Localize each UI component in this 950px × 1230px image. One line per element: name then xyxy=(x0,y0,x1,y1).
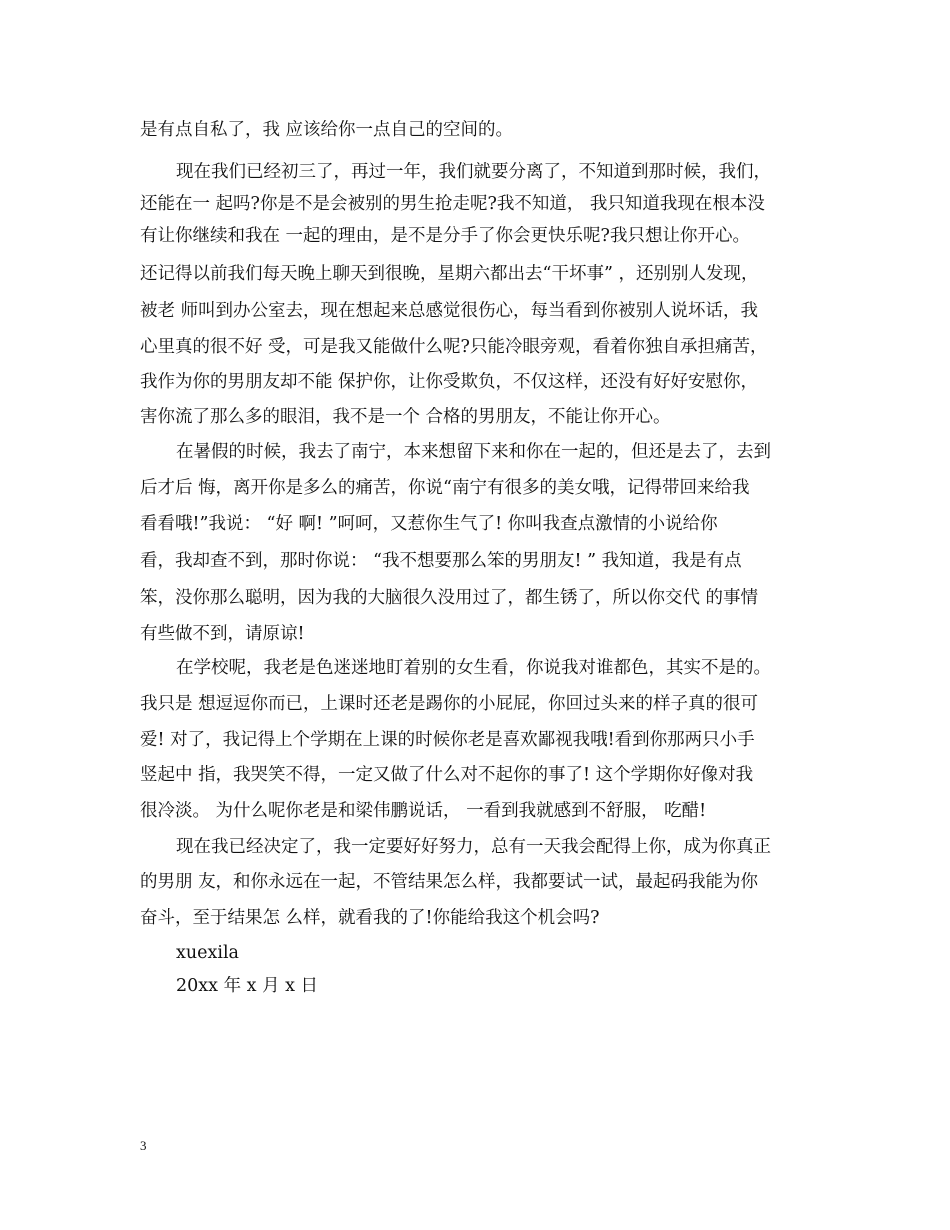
text-line: 竖起中 指，我哭笑不得，一定又做了什么对不起你的事了! 这个学期你好像对我 xyxy=(140,765,754,785)
text-line: 后才后 悔，离开你是多么的痛苦，你说“南宁有很多的美女哦，记得带回来给我 xyxy=(140,478,750,498)
paragraph-first-line: 在暑假的时候，我去了南宁，本来想留下来和你在一起的，但还是去了，去到 xyxy=(176,442,771,462)
text-line: 有些做不到，请原谅! xyxy=(140,624,305,644)
text-line: 爱! 对了，我记得上个学期在上课的时候你老是喜欢鄙视我哦!看到你那两只小手 xyxy=(140,730,755,750)
paragraph-first-line: 现在我们已经初三了，再过一年，我们就要分离了，不知道到那时候，我们， xyxy=(176,162,771,182)
text-line: 笨，没你那么聪明，因为我的大脑很久没用过了，都生锈了，所以你交代 的事情 xyxy=(140,588,759,608)
text-line: 是有点自私了，我 应该给你一点自己的空间的。 xyxy=(140,120,514,140)
signature-name: xuexila xyxy=(176,943,239,963)
text-line: 我只是 想逗逗你而已，上课时还老是踢你的小屁屁，你回过头来的样子真的很可 xyxy=(140,694,759,714)
page-number: 3 xyxy=(140,1138,147,1153)
text-line: 很冷淡。 为什么呢你老是和梁伟鹏说话， 一看到我就感到不舒服， 吃醋! xyxy=(140,801,707,821)
text-line: 被老 师叫到办公室去，现在想起来总感觉很伤心，每当看到你被别人说坏话，我 xyxy=(140,301,759,321)
text-line: 看看哦!”我说： “好 啊! ”呵呵，又惹你生气了! 你叫我查点激情的小说给你 xyxy=(140,514,718,534)
text-line: 奋斗，至于结果怎 么样，就看我的了!你能给我这个机会吗? xyxy=(140,908,600,928)
text-line: 还能在一 起吗?你是不是会被别的男生抢走呢?我不知道， 我只知道我现在根本没 xyxy=(140,194,765,214)
text-line: 的男朋 友，和你永远在一起，不管结果怎么样，我都要试一试，最起码我能为你 xyxy=(140,872,759,892)
text-line: 心里真的很不好 受，可是我又能做什么呢?只能冷眼旁观，看着你独自承担痛苦， xyxy=(140,337,768,357)
text-line: 我作为你的男朋友却不能 保护你，让你受欺负，不仅这样，还没有好好安慰你， xyxy=(140,372,759,392)
text-line: 害你流了那么多的眼泪，我不是一个 合格的男朋友，不能让你开心。 xyxy=(140,407,671,427)
signature-date: 20xx 年 x 月 x 日 xyxy=(176,976,319,996)
text-line: 还记得以前我们每天晚上聊天到很晚，星期六都出去“干坏事” ，还别别人发现， xyxy=(140,264,759,284)
text-line: 有让你继续和我在 一起的理由，是不是分手了你会更快乐呢?我只想让你开心。 xyxy=(140,226,750,246)
text-line: 看，我却查不到，那时你说： “我不想要那么笨的男朋友! ” 我知道，我是有点 xyxy=(140,551,742,571)
paragraph-first-line: 在学校呢，我老是色迷迷地盯着别的女生看，你说我对谁都色，其实不是的。 xyxy=(176,658,771,678)
paragraph-first-line: 现在我已经决定了，我一定要好好努力，总有一天我会配得上你，成为你真正 xyxy=(176,837,771,857)
